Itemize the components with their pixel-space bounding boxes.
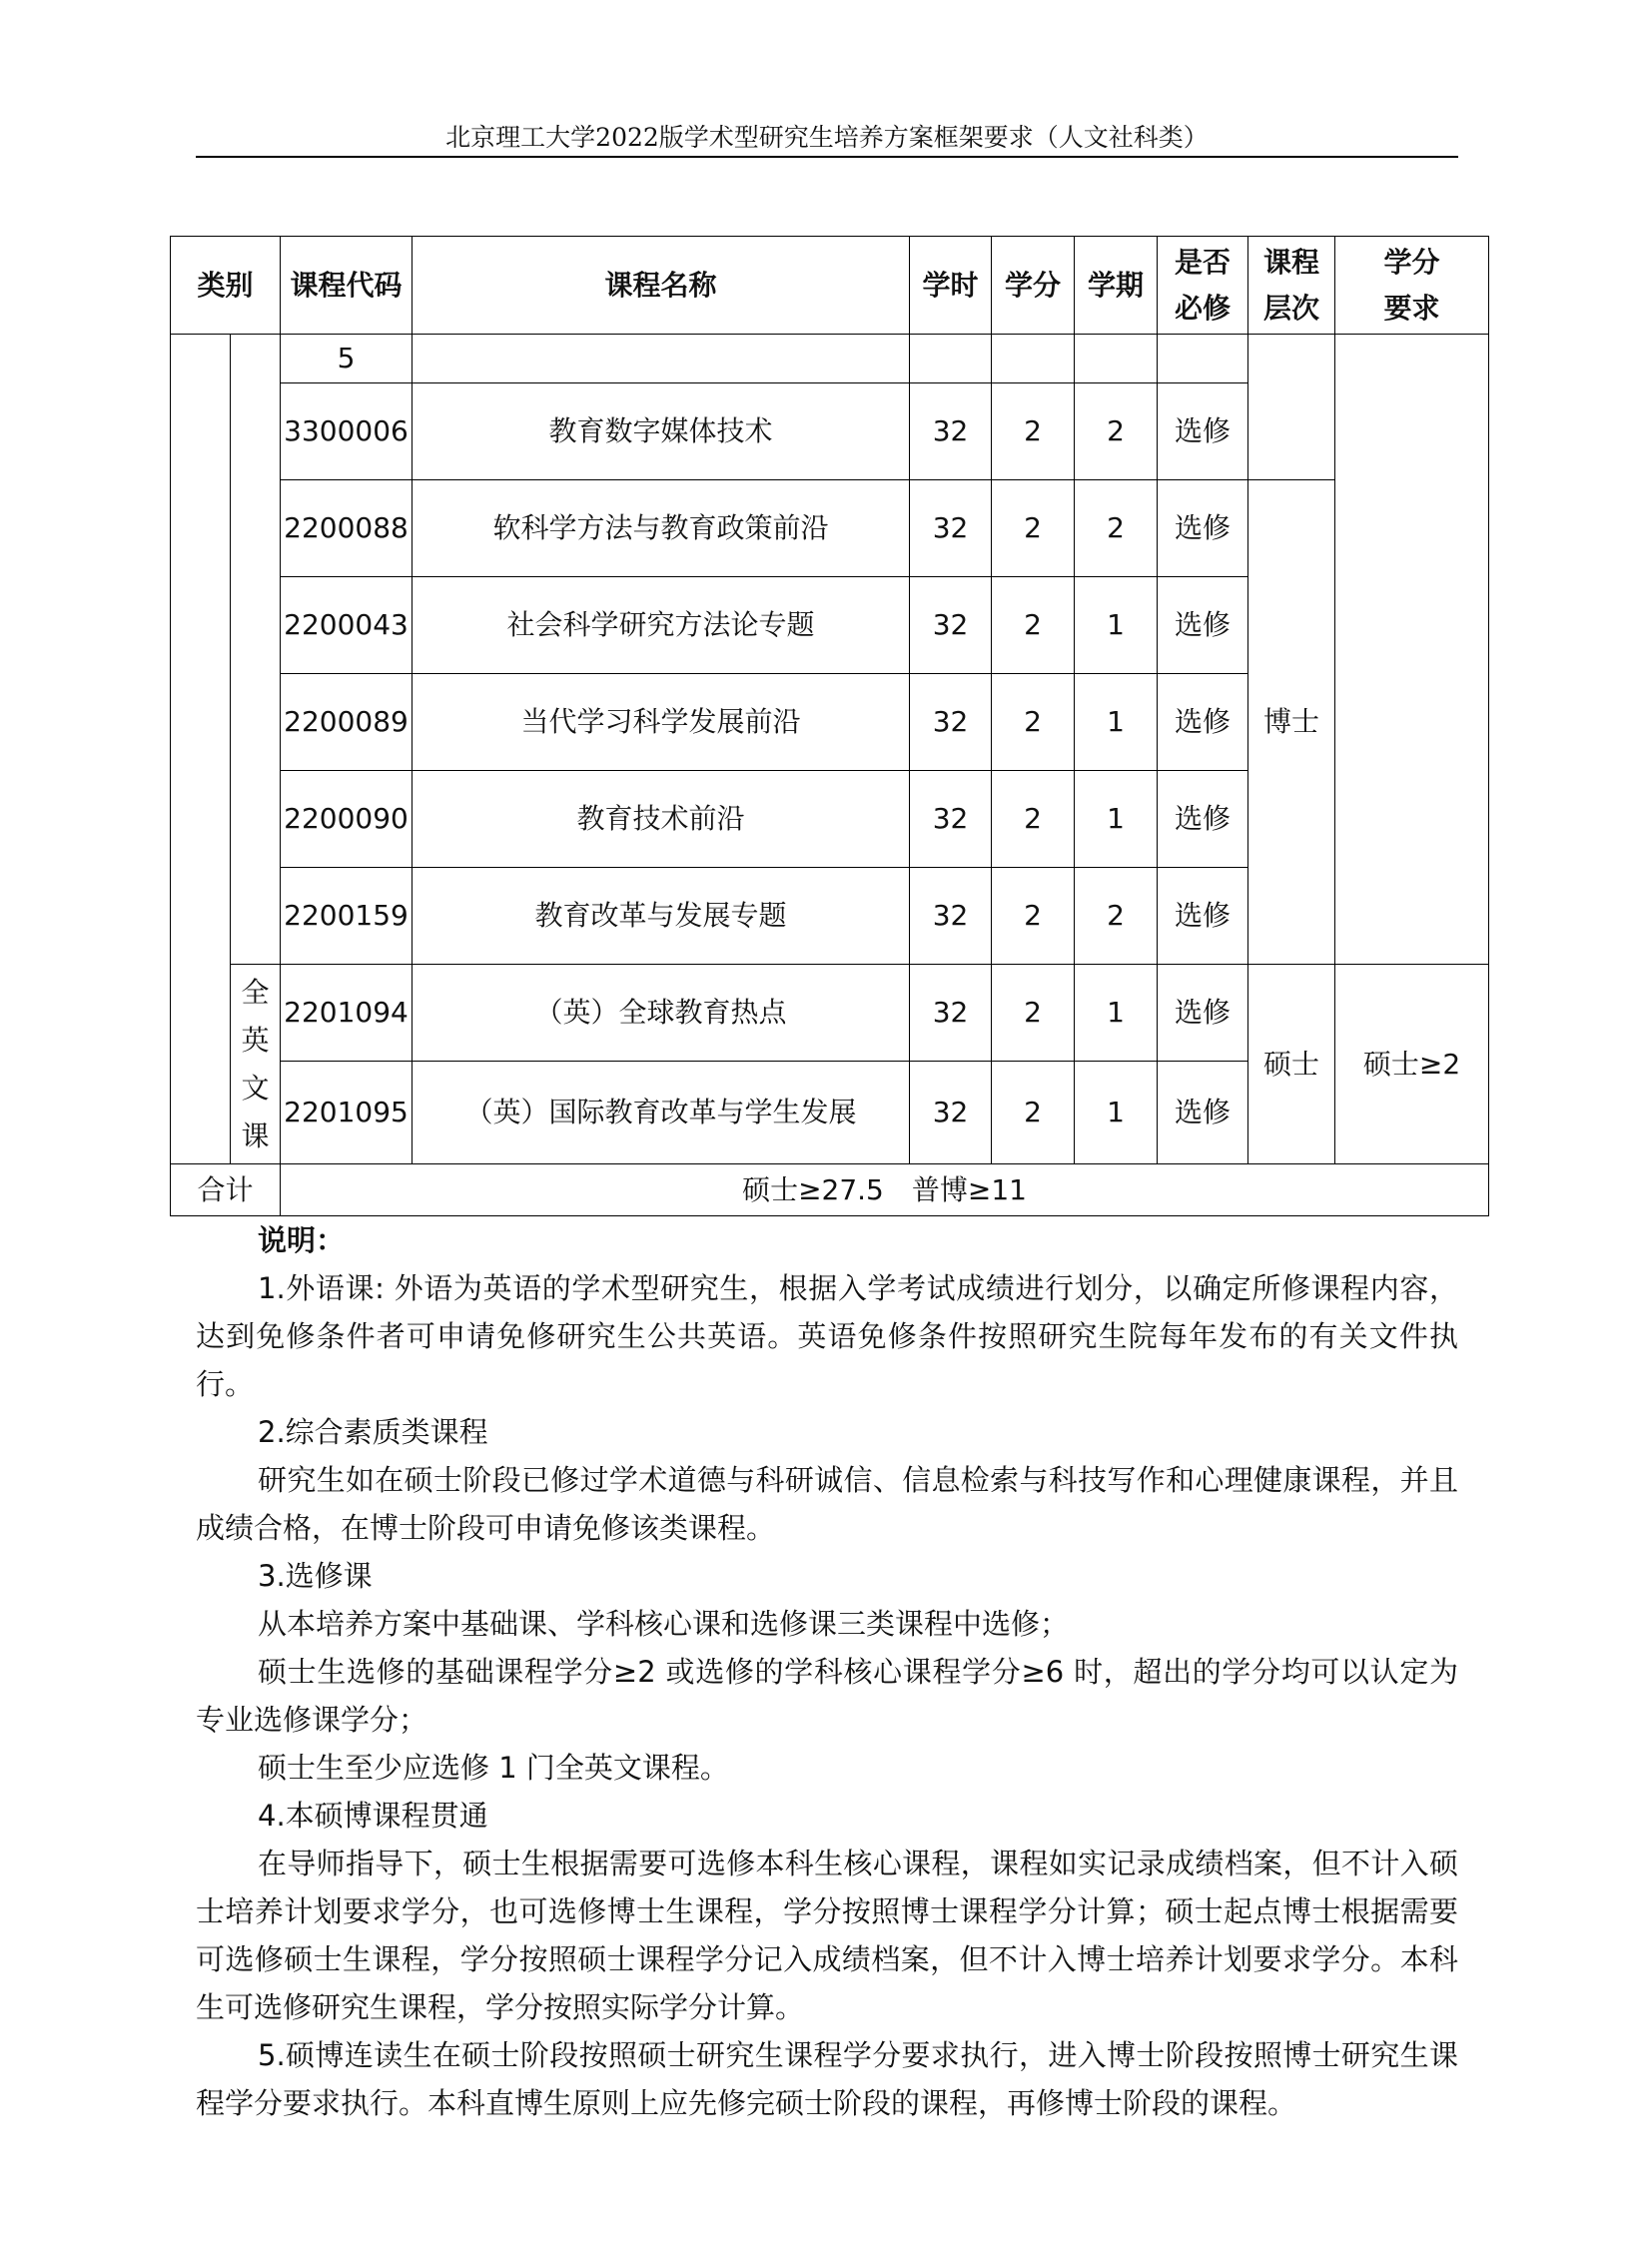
- total-value: 硕士≥27.5 普博≥11: [281, 1164, 1489, 1216]
- course-credits: 2: [992, 868, 1075, 965]
- table-header-row: [171, 237, 1489, 335]
- course-required: 选修: [1158, 577, 1248, 674]
- course-required: 选修: [1158, 383, 1248, 480]
- notes-section: [196, 1216, 1458, 2127]
- course-hours: 32: [910, 674, 992, 771]
- level-shuoshi: 硕士: [1248, 965, 1335, 1164]
- course-name: 教育数字媒体技术: [413, 383, 910, 480]
- table-row: [171, 965, 1489, 1062]
- note-paragraph: 5.硕博连读生在硕士阶段按照硕士研究生课程学分要求执行，进入博士阶段按照博士研究生课程学分要求执行。本科直博生原则上应先修完硕士阶段的课程，再修博士阶段的课程。: [196, 2038, 1458, 2120]
- header-hours: 学时: [910, 237, 992, 335]
- course-name: 软科学方法与教育政策前沿: [413, 480, 910, 577]
- header-category: 类别: [171, 237, 281, 335]
- course-hours: 32: [910, 868, 992, 965]
- course-code: 2201094: [281, 965, 413, 1062]
- course-name: 社会科学研究方法论专题: [413, 577, 910, 674]
- subcategory-cell-empty: [231, 335, 281, 965]
- note-paragraph: 硕士生至少应选修 1 门全英文课程。: [258, 1751, 729, 1785]
- course-hours: 32: [910, 965, 992, 1062]
- course-name: （英）全球教育热点: [413, 965, 910, 1062]
- course-required: 选修: [1158, 868, 1248, 965]
- level-cell-empty: [1248, 335, 1335, 480]
- course-code: 2200089: [281, 674, 413, 771]
- course-credits: 2: [992, 577, 1075, 674]
- course-code: 2200088: [281, 480, 413, 577]
- header-name: 课程名称: [413, 237, 910, 335]
- header-level-line2: 层次: [1263, 291, 1320, 325]
- header-required-line1: 是否: [1175, 245, 1232, 279]
- course-hours: 32: [910, 771, 992, 868]
- header-divider: [196, 156, 1458, 158]
- header-credit-req: [1335, 237, 1489, 335]
- note-paragraph: 研究生如在硕士阶段已修过学术道德与科研诚信、信息检索与科技写作和心理健康课程，并且成绩合格，在博士阶段可申请免修该类课程。: [196, 1463, 1458, 1545]
- header-required: [1158, 237, 1248, 335]
- course-credits: 2: [992, 771, 1075, 868]
- course-term: 2: [1075, 480, 1158, 577]
- course-credits: 2: [992, 965, 1075, 1062]
- course-credits: [992, 335, 1075, 383]
- note-heading: 4.本硕博课程贯通: [258, 1799, 488, 1833]
- course-term: 1: [1075, 1062, 1158, 1164]
- credit-req-cell-empty: [1335, 335, 1489, 965]
- header-code: 课程代码: [281, 237, 413, 335]
- level-boshi: 博士: [1248, 480, 1335, 965]
- course-table: [170, 236, 1489, 1216]
- note-paragraph: 硕士生选修的基础课程学分≥2 或选修的学科核心课程学分≥6 时，超出的学分均可以认定为专业选修课学分；: [196, 1655, 1458, 1737]
- note-paragraph: 在导师指导下，硕士生根据需要可选修本科生核心课程，课程如实记录成绩档案，但不计入硕士培养计划要求学分，也可选修博士生课程，学分按照博士课程学分计算；硕士起点博士根据需要可选修硕士生课程，学分按照硕士课程学分记入成绩档案，但不计入博士培养计划要求学分。本科生可选修研究生课程，学分按照实际学分计算。: [196, 1847, 1458, 2024]
- note-heading: 3.选修课: [258, 1559, 373, 1593]
- course-name: 教育技术前沿: [413, 771, 910, 868]
- course-credits: 2: [992, 674, 1075, 771]
- course-term: 1: [1075, 577, 1158, 674]
- course-code: 3300006: [281, 383, 413, 480]
- course-term: 1: [1075, 965, 1158, 1062]
- course-term: 1: [1075, 674, 1158, 771]
- course-required: [1158, 335, 1248, 383]
- course-hours: 32: [910, 383, 992, 480]
- course-hours: [910, 335, 992, 383]
- course-code: 2201095: [281, 1062, 413, 1164]
- total-row: [171, 1164, 1489, 1216]
- page-header: 北京理工大学2022版学术型研究生培养方案框架要求（人文社科类）: [445, 123, 1209, 152]
- english-credit-req: 硕士≥2: [1335, 965, 1489, 1164]
- header-credit-req-line2: 要求: [1383, 291, 1440, 325]
- course-name: 当代学习科学发展前沿: [413, 674, 910, 771]
- course-code: 2200043: [281, 577, 413, 674]
- table-row: [171, 480, 1489, 577]
- note-paragraph: 1.外语课: 外语为英语的学术型研究生，根据入学考试成绩进行划分，以确定所修课程内容，达到免修条件者可申请免修研究生公共英语。英语免修条件按照研究生院每年发布的有关文件执行。: [196, 1271, 1458, 1401]
- course-hours: 32: [910, 480, 992, 577]
- course-credits: 2: [992, 383, 1075, 480]
- note-paragraph: 从本培养方案中基础课、学科核心课和选修课三类课程中选修；: [258, 1607, 1070, 1641]
- course-name: [413, 335, 910, 383]
- course-term: 2: [1075, 868, 1158, 965]
- english-course-group: 全英文课: [231, 965, 281, 1164]
- course-credits: 2: [992, 1062, 1075, 1164]
- course-credits: 2: [992, 480, 1075, 577]
- course-code: 2200090: [281, 771, 413, 868]
- course-hours: 32: [910, 577, 992, 674]
- header-required-line2: 必修: [1175, 291, 1232, 325]
- header-credits: 学分: [992, 237, 1075, 335]
- total-label: 合计: [171, 1164, 281, 1216]
- course-name: 教育改革与发展专题: [413, 868, 910, 965]
- course-term: 1: [1075, 771, 1158, 868]
- header-credit-req-line1: 学分: [1383, 245, 1440, 279]
- course-hours: 32: [910, 1062, 992, 1164]
- header-level-line1: 课程: [1263, 245, 1320, 279]
- course-term: 2: [1075, 383, 1158, 480]
- header-term: 学期: [1075, 237, 1158, 335]
- category-cell-empty: [171, 335, 231, 1164]
- course-code: 2200159: [281, 868, 413, 965]
- note-heading: 2.综合素质类课程: [258, 1415, 488, 1449]
- course-term: [1075, 335, 1158, 383]
- course-name: （英）国际教育改革与学生发展: [413, 1062, 910, 1164]
- table-row: [171, 335, 1489, 383]
- course-code: 5: [281, 335, 413, 383]
- course-required: 选修: [1158, 674, 1248, 771]
- header-level: [1248, 237, 1335, 335]
- course-required: 选修: [1158, 1062, 1248, 1164]
- course-required: 选修: [1158, 480, 1248, 577]
- course-required: 选修: [1158, 771, 1248, 868]
- notes-title: 说明：: [258, 1223, 346, 1257]
- course-required: 选修: [1158, 965, 1248, 1062]
